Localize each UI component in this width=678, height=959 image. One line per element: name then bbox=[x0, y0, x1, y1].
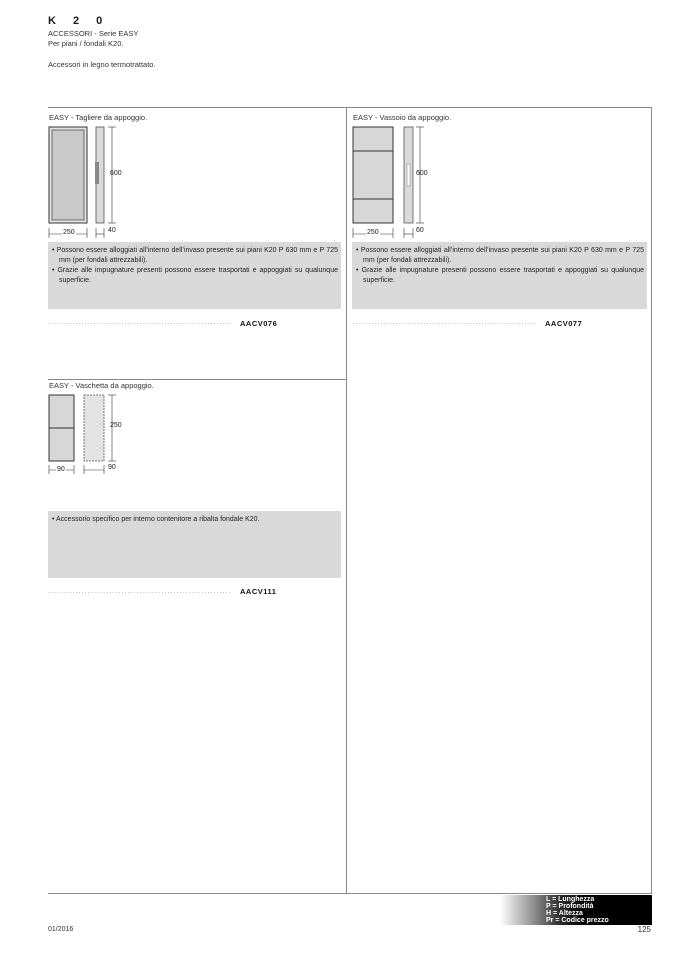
dimension-width: 250 bbox=[63, 229, 75, 236]
price-leader-dots: ............................................................ bbox=[48, 589, 233, 595]
product-title: EASY - Vassoio da appoggio. bbox=[353, 113, 452, 122]
footer-date: 01/2016 bbox=[48, 926, 74, 933]
dimension-height: 600 bbox=[416, 170, 428, 177]
price-leader-dots: ............................................................ bbox=[353, 320, 538, 326]
legend bbox=[546, 896, 609, 924]
frame-top-rule bbox=[48, 107, 652, 108]
price-leader-dots: ............................................................ bbox=[48, 320, 233, 326]
product-title: EASY - Vaschetta da appoggio. bbox=[49, 381, 154, 390]
product-drawing-tray bbox=[350, 124, 440, 242]
page-number: 125 bbox=[637, 925, 651, 934]
note-line: • Grazie alle impugnature presenti possono essere trasportati e appoggiati su qualunque superficie. bbox=[356, 267, 644, 284]
note-line: • Accessorio specifico per interno contenitore a ribalta fondale K20. bbox=[52, 516, 260, 523]
dimension-width: 250 bbox=[367, 229, 379, 236]
product-drawing-cutting-board bbox=[46, 124, 136, 242]
product-code: AACV077 bbox=[545, 319, 583, 328]
product-title: EASY - Tagliere da appoggio. bbox=[49, 113, 148, 122]
legend-price-code: Pr = Codice prezzo bbox=[546, 917, 609, 924]
dimension-depth: 60 bbox=[416, 227, 424, 234]
legend-depth: P = Profondità bbox=[546, 903, 594, 910]
dimension-height: 600 bbox=[110, 170, 122, 177]
material-note: Accessori in legno termotrattato. bbox=[48, 60, 156, 69]
legend-height: H = Altezza bbox=[546, 910, 583, 917]
note-line: • Grazie alle impugnature presenti possono essere trasportati e appoggiati su qualunque superficie. bbox=[52, 267, 338, 284]
page-title: K 2 0 bbox=[48, 15, 110, 27]
series-subtitle: ACCESSORI - Serie EASY bbox=[48, 29, 139, 38]
dimension-height: 250 bbox=[110, 422, 122, 429]
product-drawing-basin bbox=[46, 392, 136, 476]
product-notes bbox=[48, 242, 341, 309]
product-code: AACV076 bbox=[240, 319, 278, 328]
dimension-width: 90 bbox=[57, 466, 65, 473]
frame-center-divider bbox=[346, 107, 347, 893]
note-line: • Possono essere alloggiati all’interno dell’invaso presente sui piani K20 P 630 mm e P 725 mm (per fondali attrezzabili). bbox=[356, 247, 644, 264]
legend-length: L = Lunghezza bbox=[546, 896, 595, 903]
series-scope: Per piani / fondali K20. bbox=[48, 39, 124, 48]
product-notes bbox=[48, 511, 341, 578]
note-line: • Possono essere alloggiati all’interno dell’invaso presente sui piani K20 P 630 mm e P 725 mm (per fondali attrezzabili). bbox=[52, 247, 338, 264]
product-code: AACV111 bbox=[240, 587, 277, 596]
product-notes bbox=[352, 242, 647, 309]
frame-bottom-rule bbox=[48, 893, 652, 894]
frame-row-divider bbox=[48, 379, 346, 380]
frame-right-rule bbox=[651, 107, 652, 893]
dimension-depth: 90 bbox=[108, 464, 116, 471]
dimension-depth: 40 bbox=[108, 227, 116, 234]
